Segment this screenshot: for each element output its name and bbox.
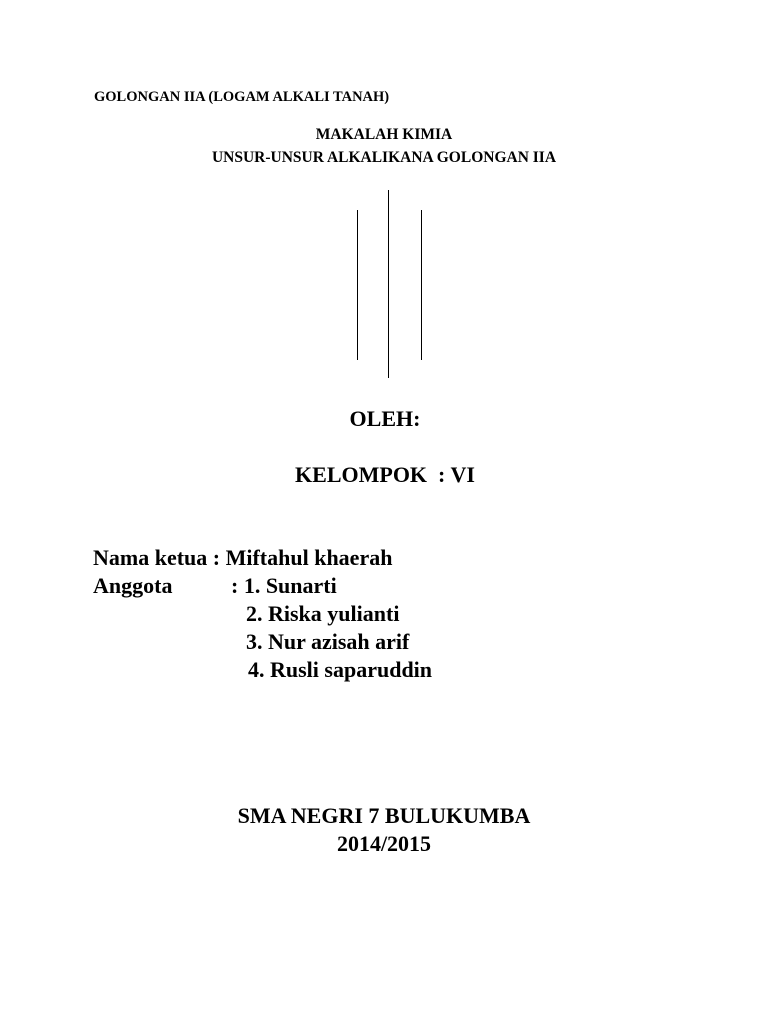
title-line-1: MAKALAH KIMIA [315, 126, 453, 143]
decorative-line-right [421, 210, 422, 360]
decorative-line-center [388, 190, 389, 378]
leader-name: Nama ketua : Miftahul khaerah [93, 545, 393, 570]
by-label: OLEH: [349, 406, 421, 431]
member-2: 2. Riska yulianti [246, 601, 400, 626]
topic-header: GOLONGAN IIA (LOGAM ALKALI TANAH) [94, 89, 390, 105]
school-name: SMA NEGRI 7 BULUKUMBA [237, 803, 531, 828]
title-line-2: UNSUR-UNSUR ALKALIKANA GOLONGAN IIA [211, 149, 557, 166]
members-label: Anggota [93, 573, 173, 598]
member-1: : 1. Sunarti [231, 573, 337, 598]
member-3: 3. Nur azisah arif [246, 629, 410, 654]
group-label: KELOMPOK : VI [295, 462, 475, 487]
academic-year: 2014/2015 [336, 831, 432, 856]
decorative-line-left [357, 210, 358, 360]
member-4: 4. Rusli saparuddin [248, 657, 433, 682]
